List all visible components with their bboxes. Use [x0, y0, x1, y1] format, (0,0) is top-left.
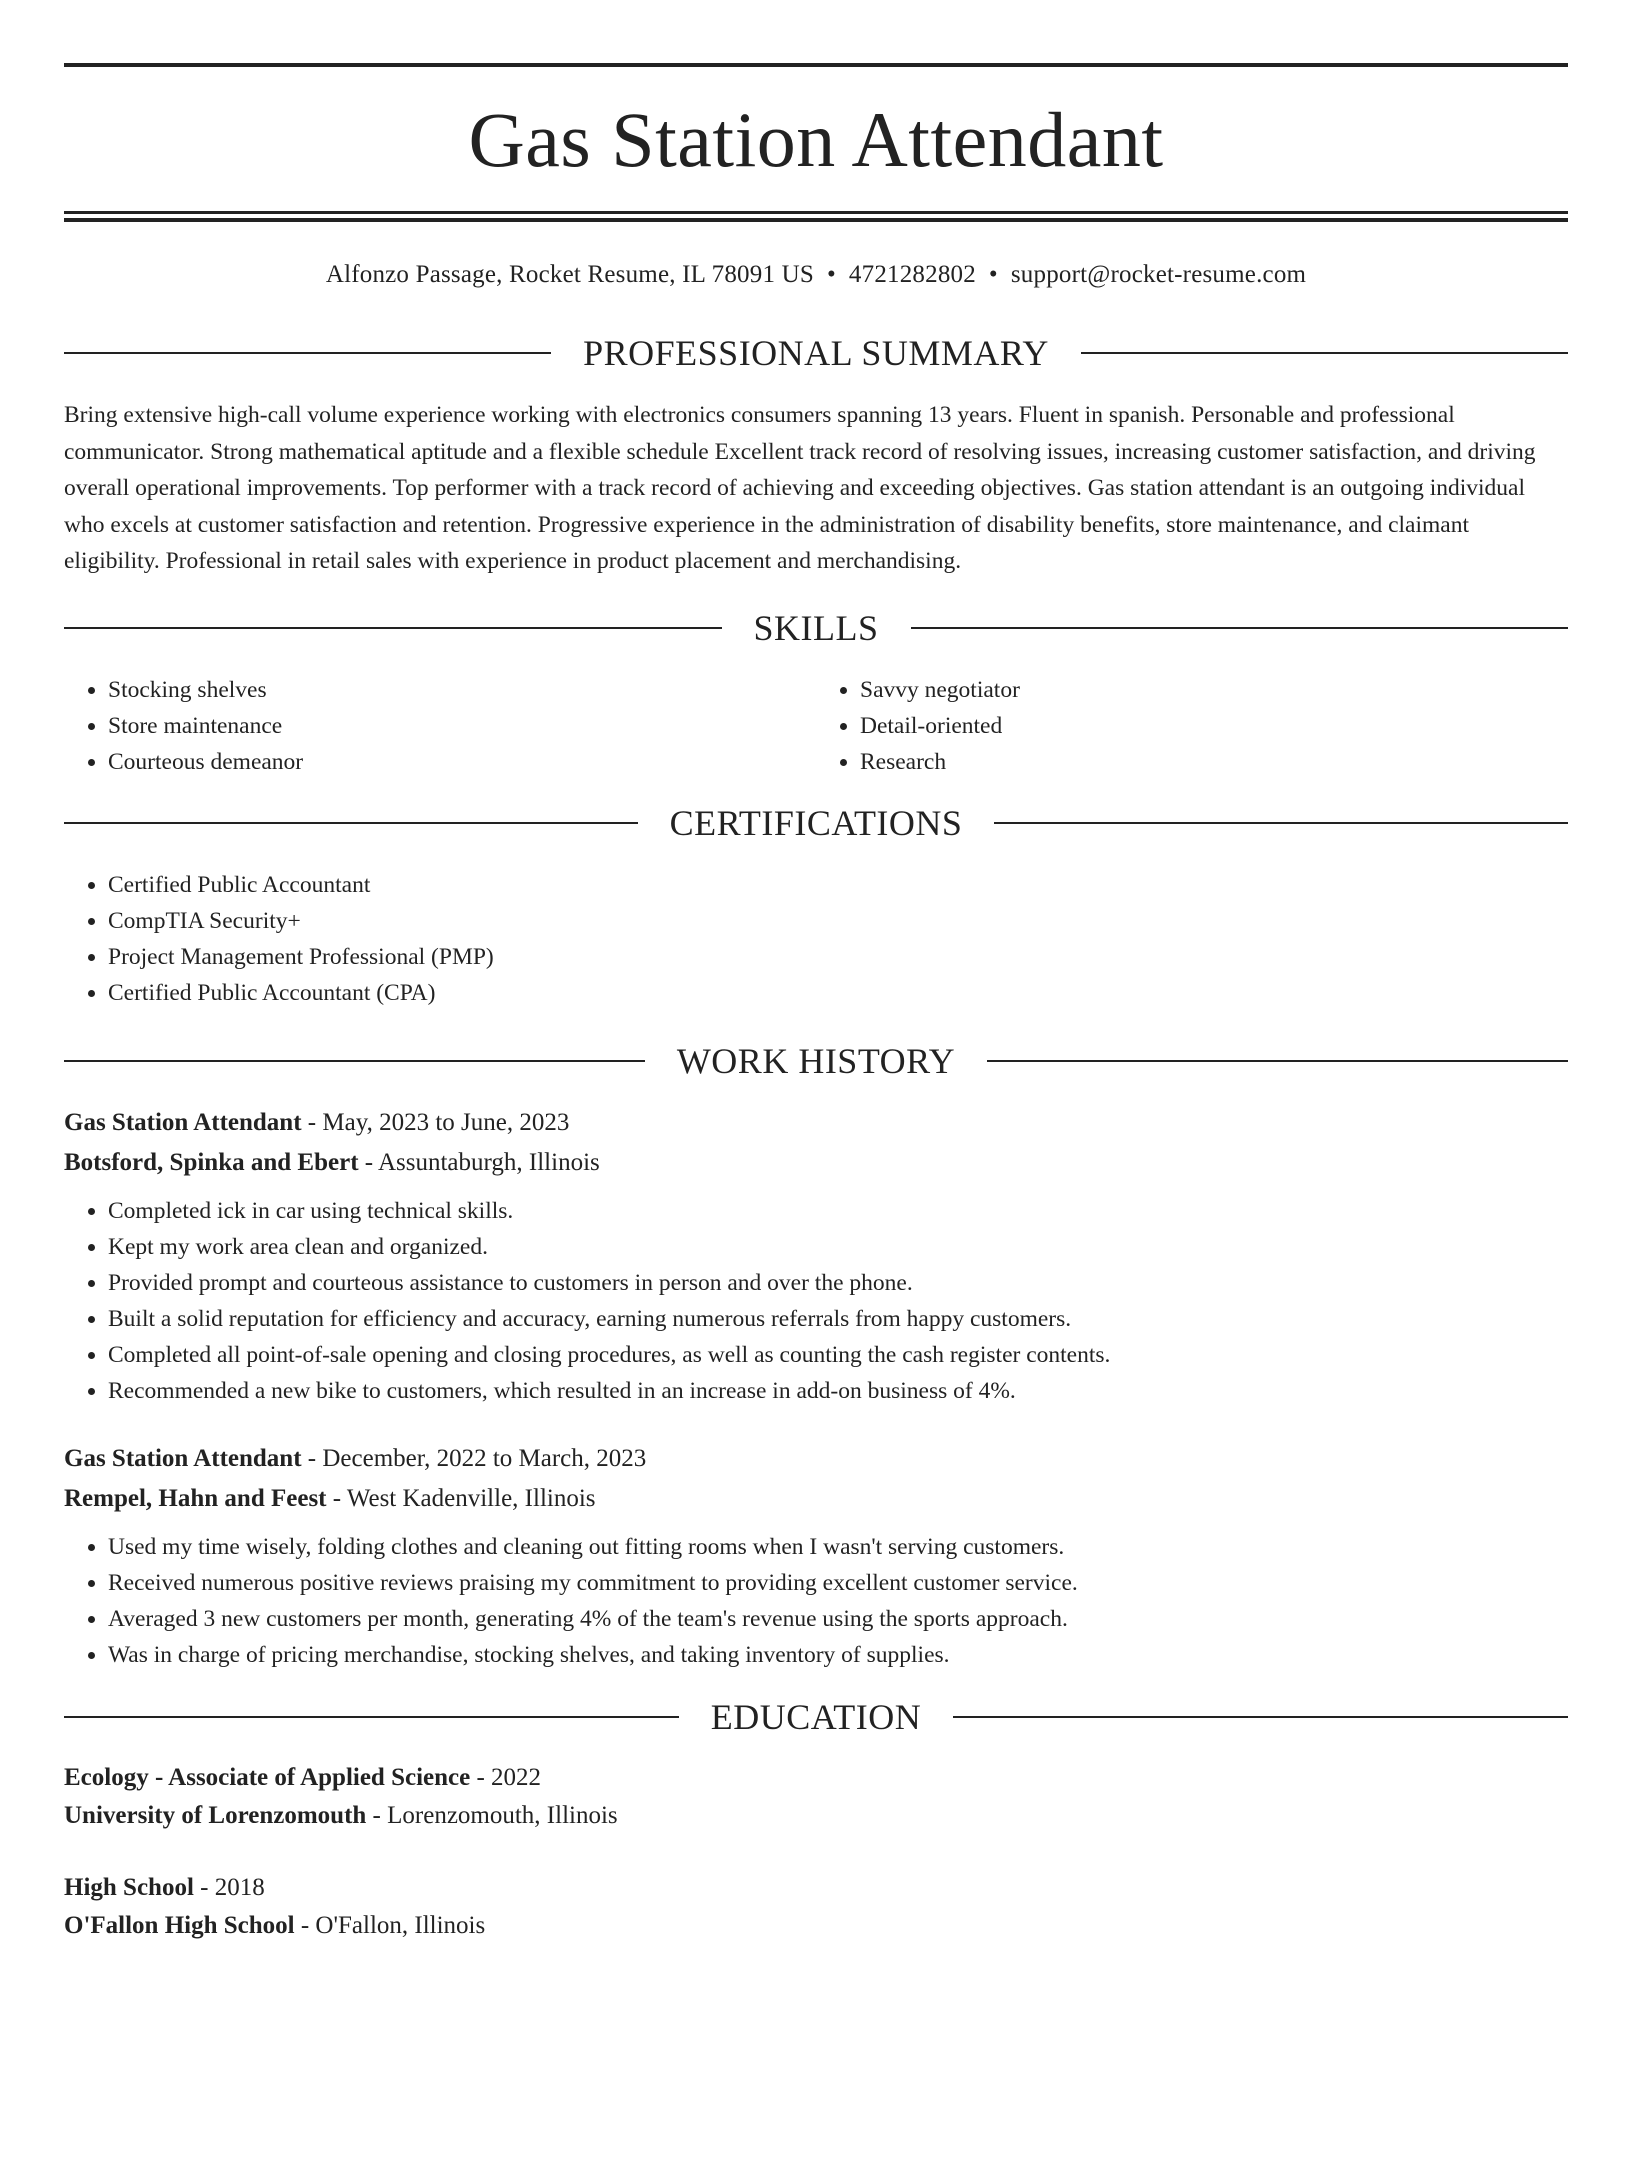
- summary-heading-label: PROFESSIONAL SUMMARY: [583, 333, 1049, 373]
- education-heading: [64, 1696, 1568, 1737]
- job-location: - Assuntaburgh, Illinois: [358, 1148, 600, 1176]
- skills-column-right: [816, 672, 1568, 780]
- heading-rule-left: [64, 822, 638, 824]
- job-entry: [64, 1103, 1568, 1409]
- job-duty-item: • Was in charge of pricing merchandise, stocking shelves, and taking inventory of supplies.: [108, 1637, 1568, 1673]
- job-duties: [64, 1529, 1568, 1673]
- resume-title: Gas Station Attendant: [468, 96, 1164, 183]
- job-title: Gas Station Attendant: [64, 1108, 302, 1136]
- skills-list: [64, 672, 1568, 780]
- job-duty-item: • Completed ick in car using technical skills.: [108, 1193, 1568, 1229]
- skill-item: • Detail-oriented: [860, 708, 1568, 744]
- skill-item: • Stocking shelves: [108, 672, 816, 708]
- skill-item: • Courteous demeanor: [108, 744, 816, 780]
- job-title: Gas Station Attendant: [64, 1444, 302, 1472]
- education-degree: High School: [64, 1873, 194, 1901]
- certifications-list: [64, 867, 1568, 1011]
- heading-rule-right: [994, 822, 1568, 824]
- education-entry: [64, 1759, 1568, 1835]
- certification-item: • CompTIA Security+: [108, 903, 1568, 939]
- skill-item: • Research: [860, 744, 1568, 780]
- heading-rule-left: [64, 1060, 645, 1062]
- job-location: - West Kadenville, Illinois: [326, 1484, 596, 1512]
- certification-item: • Project Management Professional (PMP): [108, 939, 1568, 975]
- skills-heading: [64, 607, 1568, 648]
- job-duty-item: • Averaged 3 new customers per month, generating 4% of the team's revenue using the sports approach.: [108, 1601, 1568, 1637]
- education-school-line: [64, 1907, 1568, 1945]
- heading-rule-right: [953, 1716, 1568, 1718]
- work-heading: [64, 1040, 1568, 1081]
- education-year: - 2018: [193, 1873, 265, 1901]
- job-company: Rempel, Hahn and Feest: [64, 1484, 327, 1512]
- education-degree-line: [64, 1759, 1568, 1797]
- heading-rule-left: [64, 1716, 679, 1718]
- job-duty-item: • Provided prompt and courteous assistance to customers in person and over the phone.: [108, 1265, 1568, 1301]
- job-company: Botsford, Spinka and Ebert: [64, 1148, 359, 1176]
- job-company-line: [64, 1479, 1568, 1519]
- title-double-rule: [64, 211, 1568, 222]
- certifications-heading: [64, 802, 1568, 843]
- job-duty-item: • Completed all point-of-sale opening and closing procedures, as well as counting the cash register contents.: [108, 1337, 1568, 1373]
- education-entry: [64, 1869, 1568, 1945]
- education-year: - 2022: [470, 1763, 542, 1791]
- job-duty-item: • Recommended a new bike to customers, which resulted in an increase in add-on business of 4%.: [108, 1373, 1568, 1409]
- job-title-line: [64, 1103, 1568, 1143]
- top-rule: [64, 63, 1568, 67]
- contact-line: [64, 260, 1568, 290]
- job-duty-item: • Kept my work area clean and organized.: [108, 1229, 1568, 1265]
- heading-rule-left: [64, 627, 722, 629]
- heading-rule-right: [1081, 352, 1568, 354]
- job-entry: [64, 1439, 1568, 1673]
- contact-separator: •: [826, 261, 836, 288]
- contact-separator: •: [988, 261, 998, 288]
- education-school: University of Lorenzomouth: [64, 1801, 367, 1829]
- skills-column-left: [64, 672, 816, 780]
- job-duty-item: • Built a solid reputation for efficiency and accuracy, earning numerous referrals from happy customers.: [108, 1301, 1568, 1337]
- education-school: O'Fallon High School: [64, 1911, 295, 1939]
- education-location: - O'Fallon, Illinois: [294, 1911, 486, 1939]
- certification-item: • Certified Public Accountant: [108, 867, 1568, 903]
- job-dates: - December, 2022 to March, 2023: [301, 1444, 647, 1472]
- education-school-line: [64, 1797, 1568, 1835]
- summary-text: Bring extensive high-call volume experience working with electronics consumers spanning 13 years. Fluent in spanish. Personable and professional communicator. Strong mathematical aptitude and a flexible schedule Excellent track record of resolving issues, increasing customer satisfaction, and driving overall operational improvements. Top performer with a track record of achieving and exceeding objectives. Gas station attendant is an outgoing individual who excels at customer satisfaction and retention. Progressive experience in the administration of disability benefits, store maintenance, and claimant eligibility. Professional in retail sales with experience in product placement and merchandising.: [64, 402, 1536, 574]
- work-heading-label: WORK HISTORY: [676, 1040, 956, 1081]
- job-duty-item: • Received numerous positive reviews praising my commitment to providing excellent customer service.: [108, 1565, 1568, 1601]
- contact-email: support@rocket-resume.com: [1010, 261, 1307, 288]
- resume-page: [0, 63, 1632, 2175]
- education-location: - Lorenzomouth, Illinois: [366, 1801, 618, 1829]
- certifications-heading-label: CERTIFICATIONS: [669, 802, 963, 843]
- heading-rule-left: [64, 352, 551, 354]
- education-heading-label: EDUCATION: [710, 1696, 922, 1737]
- heading-rule-right: [911, 627, 1569, 629]
- job-duty-item: • Used my time wisely, folding clothes and cleaning out fitting rooms when I wasn't serving customers.: [108, 1529, 1568, 1565]
- contact-address: Alfonzo Passage, Rocket Resume, IL 78091 US: [325, 261, 814, 288]
- education-degree-line: [64, 1869, 1568, 1907]
- job-company-line: [64, 1143, 1568, 1183]
- job-title-line: [64, 1439, 1568, 1479]
- skill-item: • Store maintenance: [108, 708, 816, 744]
- certification-item: • Certified Public Accountant (CPA): [108, 975, 1568, 1011]
- contact-phone: 4721282802: [848, 261, 976, 288]
- job-dates: - May, 2023 to June, 2023: [301, 1108, 570, 1136]
- skills-heading-label: SKILLS: [753, 607, 879, 648]
- job-duties: [64, 1193, 1568, 1409]
- heading-rule-right: [987, 1060, 1568, 1062]
- summary-heading: [64, 335, 1568, 371]
- education-degree: Ecology - Associate of Applied Science: [64, 1763, 471, 1791]
- skill-item: • Savvy negotiator: [860, 672, 1568, 708]
